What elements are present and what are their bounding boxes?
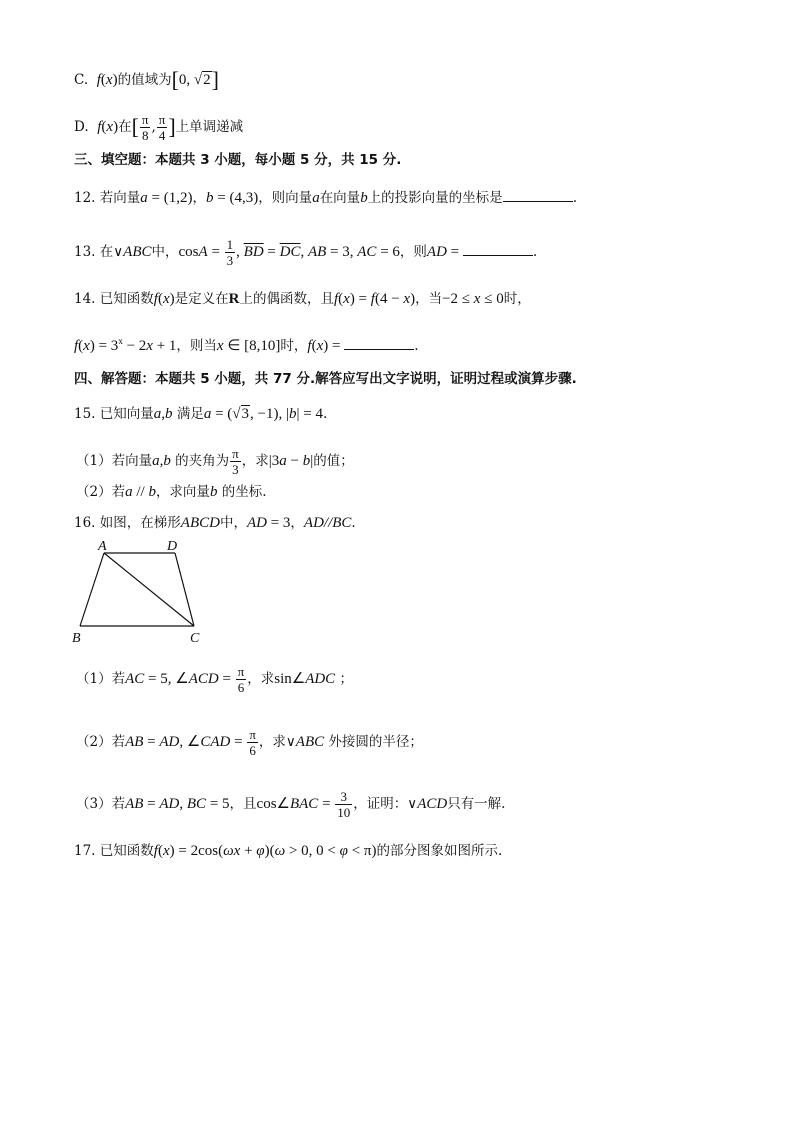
vertex-label-c: C [190, 631, 200, 646]
vertex-label-a: A [98, 539, 107, 554]
question-15-part-2: （2）若a // b，求向量b 的坐标. [76, 484, 267, 500]
answer-blank[interactable] [344, 335, 414, 350]
question-16-part-3: （3）若AB = AD, BC = 5，且cos∠BAC = $\frac{3}{10}$ ，证明：∨ACD只有一解. [76, 789, 506, 820]
question-15: 15. 已知向量a,b 满足a = (√3, −1), |b| = 4. [74, 406, 328, 422]
vertex-label-d: D [167, 539, 178, 554]
question-14-cont: $f(x) = 3^x - 2x + 1$，则当x ∈ [8,10]时，f(x) = . [74, 336, 419, 354]
section-3-heading: 三、填空题：本题共 3 小题，每小题 5 分，共 15 分. [74, 152, 402, 168]
edge-ab [80, 553, 104, 626]
trapezoid-figure [72, 538, 212, 648]
question-13: 13. 在∨ABC中，cosA = $\frac{1}{3}$ , $\overline{BD} = \overline{DC}$, AB = 3, AC = 6，则AD = . [74, 237, 538, 268]
vertex-label-b: B [72, 631, 81, 646]
question-14: 14. 已知函数f(x)是定义在R上的偶函数，且f(x) = f(4 − x)，当−2 ≤ x ≤ 0时， [74, 291, 531, 307]
question-17: 17. 已知函数f(x) = 2cos(ωx + φ)(ω > 0, 0 < φ < π)的部分图象如图所示. [74, 843, 503, 859]
section-4-heading: 四、解答题：本题共 5 小题，共 77 分.解答应写出文字说明，证明过程或演算步骤. [74, 371, 577, 387]
range-expr: [0, √2] [171, 67, 219, 92]
question-16: 16. 如图，在梯形ABCD中，AD = 3，AD//BC. [74, 515, 356, 531]
question-15-part-1: （1）若向量a,b 的夹角为 $\frac{\pi}{3}$ ，求|3a − b|的值； [76, 446, 354, 477]
question-12: 12. 若向量a = (1,2)，b = (4,3)，则向量a在向量b上的投影向量的坐标是 . [74, 187, 577, 208]
option-d: D. f(x)在[ $\frac{\pi}{8}$ , $\frac{\pi}{4}$ ]上单调递减 [74, 112, 244, 143]
edge-dc [175, 553, 194, 626]
answer-blank[interactable] [503, 187, 573, 202]
option-c: C. f(x)的值域为[0, √2] [74, 67, 219, 92]
answer-blank[interactable] [463, 241, 533, 256]
question-16-part-2: （2）若AB = AD, ∠CAD = $\frac{\pi}{6}$ ，求∨ABC 外接圆的半径； [76, 727, 423, 758]
diagonal-ac [104, 553, 194, 626]
question-16-part-1: （1）若AC = 5, ∠ACD = $\frac{\pi}{6}$ ，求sin∠ADC ； [76, 664, 353, 695]
